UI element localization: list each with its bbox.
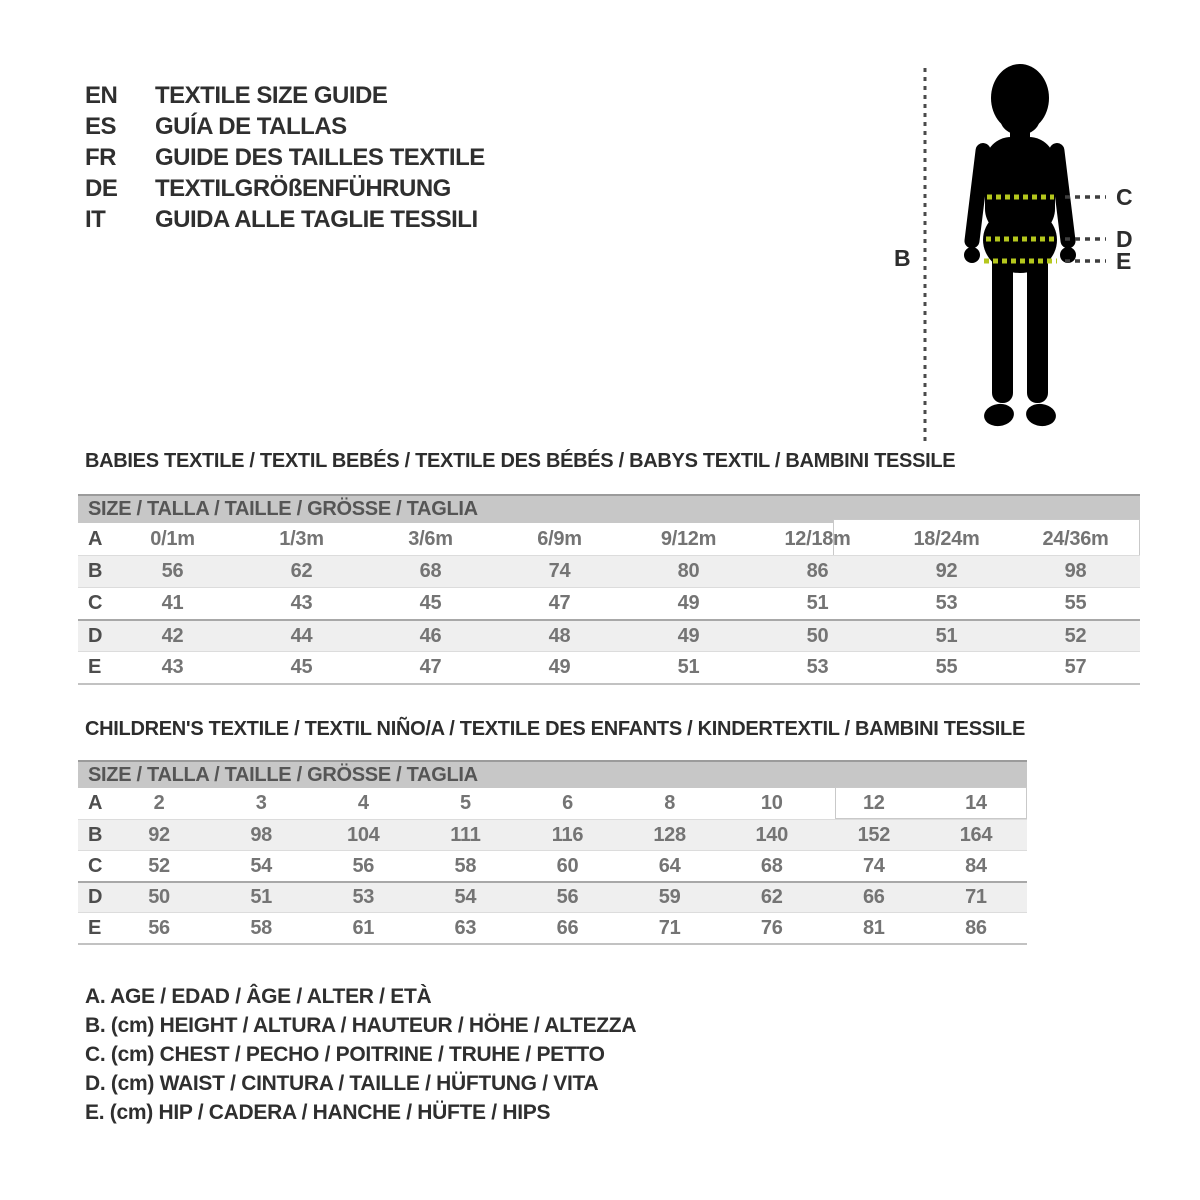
table-cell: 53: [935, 592, 958, 614]
table-header: SIZE / TALLA / TAILLE / GRÖSSE / TAGLIA: [78, 496, 1140, 523]
table-cell: 6: [562, 792, 573, 814]
table-cell: 49: [677, 624, 700, 647]
table-cell: 52: [148, 854, 170, 877]
table-row-E: [78, 651, 1140, 683]
table-cell: 84: [965, 854, 987, 877]
table-cell: 164: [959, 823, 993, 846]
language-code: IT: [85, 205, 106, 233]
row-label: D: [88, 886, 103, 908]
guide-title: TEXTILGRÖßENFÜHRUNG: [155, 174, 451, 202]
table-cell: 98: [250, 823, 272, 846]
table-cell: 0/1m: [150, 527, 195, 550]
table-row-D: [78, 619, 1140, 651]
babies-size-table: [78, 494, 1140, 685]
table-cell: 92: [148, 823, 170, 846]
row-label: C: [88, 854, 103, 877]
table-cell: 47: [419, 656, 442, 678]
table-cell: 44: [290, 624, 313, 647]
title-block: [85, 80, 485, 235]
table-cell: 48: [548, 624, 571, 647]
table-cell: 51: [935, 624, 958, 647]
table-cell: 66: [556, 916, 579, 939]
table-cell: 53: [806, 656, 829, 678]
legend-waist: D. (cm) WAIST / CINTURA / TAILLE / HÜFTUNG / VITA: [85, 1071, 599, 1095]
table-cell: 49: [548, 656, 571, 678]
table-cell: 43: [161, 656, 184, 678]
table-row-E: [78, 912, 1027, 943]
table-cell: 9/12m: [660, 527, 717, 550]
table-cell: 111: [450, 823, 481, 846]
table-cell: 12/18m: [784, 527, 851, 550]
table-cell: 60: [556, 854, 579, 877]
height-label: B: [894, 245, 911, 271]
measurement-figure: [880, 55, 1150, 455]
table-cell: 3/6m: [408, 527, 453, 550]
table-cell: 66: [862, 886, 885, 908]
table-cell: 45: [419, 592, 442, 614]
row-label: E: [88, 656, 102, 678]
table-cell: 59: [658, 886, 681, 908]
table-cell: 76: [760, 916, 783, 939]
table-row-A: [78, 523, 1140, 555]
table-cell: 62: [760, 886, 783, 908]
table-cell: 140: [755, 823, 788, 846]
table-cell: 51: [250, 886, 272, 908]
language-code: DE: [85, 174, 118, 202]
table-cell: 24/36m: [1042, 527, 1109, 550]
table-cell: 45: [290, 656, 313, 678]
table-cell: 71: [658, 916, 681, 939]
table-cell: 68: [419, 560, 442, 582]
table-cell: 18/24m: [913, 527, 980, 550]
table-cell: 74: [548, 560, 571, 582]
table-cell: 128: [653, 823, 686, 846]
chest-label: C: [1116, 184, 1133, 210]
title-row-es: [85, 111, 485, 142]
language-code: ES: [85, 112, 117, 140]
measurement-legend: [85, 982, 636, 1127]
babies-table-rows: [78, 523, 1140, 683]
row-label: D: [88, 624, 103, 647]
table-cell: 2: [153, 792, 165, 814]
table-cell: 55: [1064, 592, 1087, 614]
waist-label: D: [1116, 226, 1133, 252]
table-cell: 4: [357, 792, 369, 814]
table-row-A: [78, 788, 1027, 819]
table-cell: 10: [760, 792, 783, 814]
table-cell: 8: [664, 792, 676, 814]
table-cell: 86: [806, 560, 829, 582]
legend-chest: C. (cm) CHEST / PECHO / POITRINE / TRUHE / PETTO: [85, 1042, 605, 1066]
row-label: A: [88, 527, 103, 550]
legend-height: B. (cm) HEIGHT / ALTURA / HAUTEUR / HÖHE / ALTEZZA: [85, 1013, 637, 1037]
table-cell: 55: [935, 656, 958, 678]
language-code: EN: [85, 81, 118, 109]
table-cell: 62: [290, 560, 313, 582]
babies-section-heading: BABIES TEXTILE / TEXTIL BEBÉS / TEXTILE DES BÉBÉS / BABYS TEXTIL / BAMBINI TESSILE: [85, 450, 956, 472]
guide-title: TEXTILE SIZE GUIDE: [155, 81, 388, 109]
table-cell: 47: [548, 592, 571, 614]
table-row-B: [78, 555, 1140, 587]
table-cell: 58: [454, 854, 477, 877]
table-header: SIZE / TALLA / TAILLE / GRÖSSE / TAGLIA: [78, 762, 1027, 788]
table-row-C: [78, 850, 1027, 881]
table-cell: 43: [290, 592, 313, 614]
table-cell: 56: [352, 854, 375, 877]
children-table-rows: [78, 788, 1027, 943]
table-cell: 58: [250, 916, 272, 939]
row-label: B: [88, 560, 103, 582]
table-cell: 54: [454, 886, 477, 908]
table-cell: 92: [935, 560, 958, 582]
table-cell: 1/3m: [279, 527, 324, 550]
table-cell: 56: [161, 560, 184, 582]
title-row-de: [85, 173, 485, 204]
table-cell: 3: [255, 792, 267, 814]
row-label: B: [88, 823, 103, 846]
children-section-heading: CHILDREN'S TEXTILE / TEXTIL NIÑO/A / TEXTILE DES ENFANTS / KINDERTEXTIL / BAMBINI TESSILE: [85, 718, 1025, 740]
table-cell: 12: [862, 792, 885, 814]
table-cell: 80: [677, 560, 700, 582]
table-cell: 54: [250, 854, 272, 877]
table-cell: 51: [806, 592, 829, 614]
children-size-table: [78, 760, 1027, 945]
table-cell: 81: [862, 916, 885, 939]
legend-hip: E. (cm) HIP / CADERA / HANCHE / HÜFTE / HIPS: [85, 1100, 551, 1124]
table-cell: 41: [161, 592, 184, 614]
table-cell: 116: [551, 823, 584, 846]
table-cell: 86: [965, 916, 987, 939]
row-label: E: [88, 916, 102, 939]
table-cell: 61: [352, 916, 375, 939]
child-silhouette-diagram: [880, 55, 1150, 455]
legend-age: A. AGE / EDAD / ÂGE / ALTER / ETÀ: [85, 984, 432, 1008]
guide-title: GUIDA ALLE TAGLIE TESSILI: [155, 205, 478, 233]
table-cell: 5: [459, 792, 471, 814]
table-row-C: [78, 587, 1140, 619]
table-cell: 74: [862, 854, 885, 877]
title-row-fr: [85, 142, 485, 173]
table-cell: 71: [965, 886, 987, 908]
hip-label: E: [1116, 248, 1132, 274]
guide-title: GUIDE DES TAILLES TEXTILE: [155, 143, 485, 171]
title-row-it: [85, 204, 485, 235]
table-cell: 52: [1064, 624, 1087, 647]
row-label: C: [88, 592, 103, 614]
table-cell: 53: [352, 886, 375, 908]
table-row-D: [78, 881, 1027, 912]
table-cell: 64: [658, 854, 681, 877]
table-cell: 51: [677, 656, 700, 678]
title-row-en: [85, 80, 485, 111]
table-cell: 46: [419, 624, 442, 647]
table-cell: 14: [965, 792, 987, 814]
table-cell: 68: [760, 854, 783, 877]
table-cell: 63: [454, 916, 477, 939]
table-cell: 6/9m: [537, 527, 582, 550]
table-cell: 50: [148, 886, 170, 908]
table-cell: 49: [677, 592, 700, 614]
table-cell: 56: [556, 886, 579, 908]
table-cell: 98: [1064, 560, 1087, 582]
table-cell: 57: [1064, 656, 1087, 678]
table-cell: 50: [806, 624, 829, 647]
table-cell: 56: [148, 916, 170, 939]
table-row-B: [78, 819, 1027, 850]
guide-title: GUÍA DE TALLAS: [155, 112, 347, 140]
child-silhouette: [964, 64, 1077, 428]
language-code: FR: [85, 143, 116, 171]
table-cell: 104: [347, 823, 380, 846]
row-label: A: [88, 792, 103, 814]
table-cell: 152: [857, 823, 891, 846]
table-cell: 42: [161, 624, 184, 647]
